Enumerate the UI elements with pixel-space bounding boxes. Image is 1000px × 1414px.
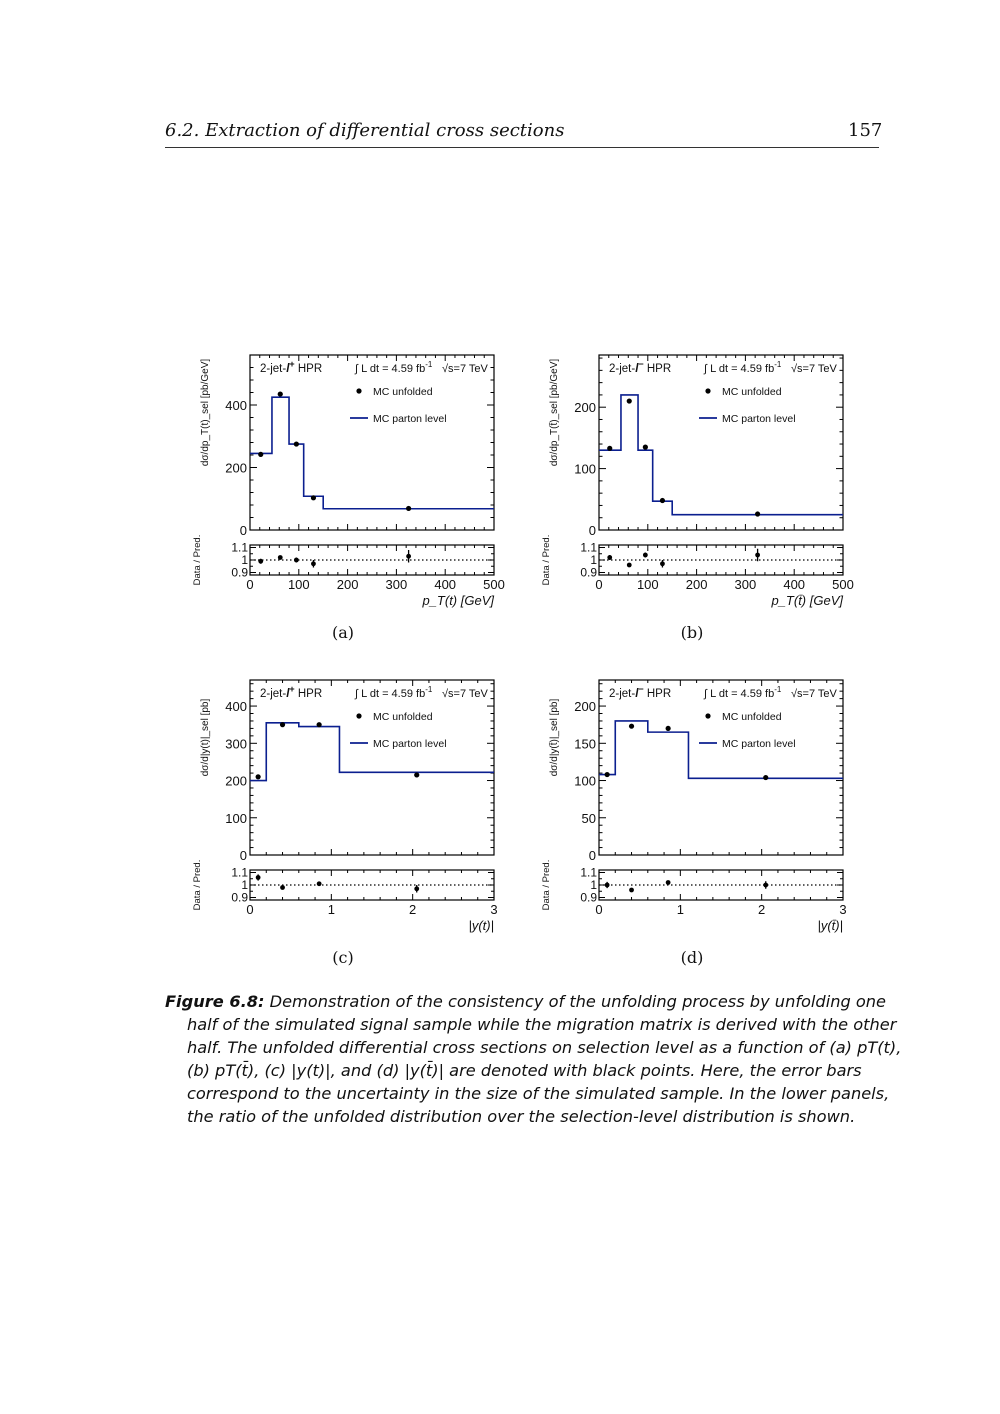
energy-label: √s=7 TeV (791, 363, 837, 375)
mc-unfolded-point (256, 774, 261, 779)
page-number: 157 (848, 120, 883, 141)
channel-charge: + (289, 684, 295, 694)
energy-label: √s=7 TeV (791, 688, 837, 700)
channel-suffix: HPR (294, 363, 323, 375)
y-tick-label: 0 (239, 848, 247, 863)
legend-unfolded-label: MC unfolded (373, 386, 433, 398)
panel-content (541, 355, 854, 608)
luminosity-exponent: -1 (425, 360, 433, 369)
x-tick-label: 100 (636, 577, 659, 592)
luminosity-text: ∫ L dt = 4.59 fb (355, 688, 426, 700)
x-axis-label: p_T(t̄) [GeV] (771, 593, 843, 608)
mc-unfolded-point (629, 724, 634, 729)
mc-unfolded-point (605, 772, 610, 777)
caption-label: Figure 6.8: (165, 992, 265, 1011)
x-tick-label: 0 (246, 577, 254, 592)
x-tick-label: 400 (434, 577, 457, 592)
ratio-tick-label: 0.9 (231, 565, 248, 580)
panel-b (529, 350, 869, 620)
ratio-point (280, 885, 285, 890)
mc-unfolded-point (660, 498, 665, 503)
ratio-tick-label: 1 (590, 878, 597, 892)
channel-label (609, 684, 671, 700)
legend-unfolded-marker (705, 713, 710, 718)
ratio-tick-label: 1 (590, 553, 597, 567)
main-plot-frame (599, 680, 843, 855)
ratio-axis-label: Data / Pred. (541, 534, 552, 586)
panel-content (192, 355, 505, 608)
y-tick-label: 100 (574, 773, 596, 789)
ratio-axis-label: Data / Pred. (541, 859, 552, 911)
ratio-point (258, 559, 263, 564)
ratio-tick-label: 0.9 (580, 565, 597, 580)
ratio-point (311, 561, 316, 566)
luminosity-label (703, 685, 782, 700)
ratio-point (627, 563, 632, 568)
mc-unfolded-point (317, 722, 322, 727)
channel-suffix: HPR (643, 688, 672, 700)
channel-prefix: 2-jet- (609, 688, 636, 700)
mc-unfolded-point (755, 511, 760, 516)
mc-unfolded-point (311, 495, 316, 500)
y-tick-label: 200 (574, 400, 596, 416)
ratio-tick-label: 0.9 (231, 890, 248, 905)
ratio-point (660, 561, 665, 566)
panel-content (541, 680, 847, 933)
channel-label (260, 359, 322, 375)
x-axis-label: |y(t̄)| (817, 918, 843, 933)
channel-label (260, 684, 322, 700)
mc-parton-level-histogram (599, 395, 843, 515)
y-tick-label: 100 (225, 810, 247, 826)
x-axis-label: |y(t)| (468, 918, 494, 933)
running-header-section: 6.2. Extraction of differential cross sections (165, 120, 565, 141)
mc-unfolded-point (258, 452, 263, 457)
legend-parton-label: MC parton level (722, 738, 796, 750)
channel-lepton: l (286, 363, 290, 375)
x-tick-label: 3 (839, 902, 847, 917)
main-plot-frame (250, 680, 494, 855)
mc-unfolded-point (406, 506, 411, 511)
panel-sublabel: (a) (331, 623, 355, 642)
ratio-point (607, 555, 612, 560)
y-tick-label: 0 (239, 523, 247, 538)
panel-sublabel: (c) (332, 948, 354, 967)
legend-unfolded-marker (356, 713, 361, 718)
x-tick-label: 0 (595, 577, 603, 592)
luminosity-text: ∫ L dt = 4.59 fb (355, 363, 426, 375)
y-tick-label: 400 (225, 398, 247, 413)
ratio-tick-label: 1.1 (580, 865, 597, 880)
y-axis-label: dσ/dp_T(t̄)_sel [pb/GeV] (549, 358, 560, 467)
energy-label: √s=7 TeV (442, 363, 488, 375)
channel-prefix: 2-jet- (260, 688, 287, 700)
legend-parton-label: MC parton level (722, 413, 796, 425)
mc-unfolded-point (280, 722, 285, 727)
header-rule (165, 147, 879, 148)
y-axis-label: dσ/d|y(t̄)|_sel [pb] (549, 698, 560, 777)
main-plot-frame (250, 355, 494, 530)
y-tick-label: 100 (574, 461, 596, 477)
ratio-point (763, 883, 768, 888)
channel-charge: − (638, 359, 644, 369)
y-tick-label: 200 (225, 460, 247, 476)
y-tick-label: 400 (225, 699, 247, 715)
channel-prefix: 2-jet- (609, 363, 636, 375)
x-tick-label: 0 (246, 902, 254, 917)
channel-lepton: l (635, 688, 639, 700)
luminosity-label (703, 360, 782, 375)
mc-unfolded-point (643, 445, 648, 450)
main-plot-frame (599, 355, 843, 530)
x-tick-label: 100 (287, 577, 310, 592)
figure-caption (165, 990, 903, 1128)
luminosity-exponent: -1 (425, 685, 433, 694)
y-axis-label: dσ/dp_T(t)_sel [pb/GeV] (200, 358, 211, 467)
mc-parton-level-histogram (599, 721, 843, 778)
y-tick-label: 0 (588, 848, 596, 863)
legend-unfolded-label: MC unfolded (722, 386, 782, 398)
x-tick-label: 200 (685, 577, 708, 592)
x-axis-label: p_T(t) [GeV] (422, 593, 494, 608)
panel-sublabel: (b) (680, 623, 704, 642)
x-tick-label: 0 (595, 902, 603, 917)
y-tick-label: 150 (574, 736, 596, 752)
channel-suffix: HPR (643, 363, 672, 375)
legend-parton-label: MC parton level (373, 413, 447, 425)
y-axis-label: dσ/d|y(t)|_sel [pb] (200, 698, 211, 777)
mc-unfolded-point (666, 726, 671, 731)
ratio-point (414, 886, 419, 891)
luminosity-label (354, 685, 433, 700)
ratio-point (755, 553, 760, 558)
mc-parton-level-histogram (250, 723, 494, 781)
y-tick-label: 200 (225, 773, 247, 789)
y-tick-label: 50 (581, 810, 596, 826)
x-tick-label: 500 (483, 577, 505, 592)
x-tick-label: 300 (734, 577, 757, 592)
mc-unfolded-point (763, 775, 768, 780)
ratio-tick-label: 1 (241, 553, 248, 567)
channel-prefix: 2-jet- (260, 363, 287, 375)
panel-c (180, 675, 520, 945)
x-tick-label: 2 (758, 902, 766, 917)
luminosity-exponent: -1 (774, 685, 782, 694)
legend-parton-label: MC parton level (373, 738, 447, 750)
x-tick-label: 2 (409, 902, 417, 917)
ratio-point (605, 883, 610, 888)
legend-unfolded-label: MC unfolded (373, 711, 433, 723)
channel-charge: + (289, 359, 295, 369)
ratio-point (278, 555, 283, 560)
ratio-point (294, 558, 299, 563)
ratio-tick-label: 0.9 (580, 890, 597, 905)
channel-lepton: l (635, 363, 639, 375)
panel-sublabel: (d) (680, 948, 704, 967)
panel-d (529, 675, 869, 945)
mc-unfolded-point (607, 446, 612, 451)
x-tick-label: 500 (832, 577, 854, 592)
mc-unfolded-point (414, 772, 419, 777)
mc-unfolded-point (278, 391, 283, 396)
ratio-point (629, 888, 634, 893)
x-tick-label: 200 (336, 577, 359, 592)
y-tick-label: 0 (588, 523, 596, 538)
luminosity-exponent: -1 (774, 360, 782, 369)
legend-unfolded-marker (705, 388, 710, 393)
y-tick-label: 300 (225, 736, 247, 752)
mc-unfolded-point (294, 441, 299, 446)
luminosity-text: ∫ L dt = 4.59 fb (704, 363, 775, 375)
ratio-tick-label: 1 (241, 878, 248, 892)
x-tick-label: 1 (676, 902, 684, 917)
ratio-point (317, 881, 322, 886)
x-tick-label: 1 (327, 902, 335, 917)
x-tick-label: 400 (783, 577, 806, 592)
y-tick-label: 200 (574, 699, 596, 715)
ratio-point (643, 553, 648, 558)
ratio-tick-label: 1.1 (231, 865, 248, 880)
legend-unfolded-label: MC unfolded (722, 711, 782, 723)
ratio-point (256, 875, 261, 880)
panel-a (180, 350, 520, 620)
channel-charge: − (638, 684, 644, 694)
ratio-axis-label: Data / Pred. (192, 534, 203, 586)
luminosity-label (354, 360, 433, 375)
channel-suffix: HPR (294, 688, 323, 700)
ratio-tick-label: 1.1 (231, 540, 248, 555)
ratio-point (666, 880, 671, 885)
energy-label: √s=7 TeV (442, 688, 488, 700)
channel-label (609, 359, 671, 375)
ratio-axis-label: Data / Pred. (192, 859, 203, 911)
caption-text: Demonstration of the consistency of the unfolding process by unfolding one half of the simulated signal sample while the migration matrix is derived with the other half. The unfolded differential cross sections on selection level as a function of (a) pT(t), (b) pT(t̄), (c) |y(t)|, and (d) |y(t̄)| are denoted with black points. Here, the error bars correspond to the uncertainty in the size of the simulated sample. In the lower panels, the ratio of the unfolded distribution over the selection-level distribution is shown. (187, 992, 902, 1126)
legend-unfolded-marker (356, 388, 361, 393)
ratio-point (406, 554, 411, 559)
x-tick-label: 300 (385, 577, 408, 592)
panel-content (192, 680, 498, 933)
x-tick-label: 3 (490, 902, 498, 917)
luminosity-text: ∫ L dt = 4.59 fb (704, 688, 775, 700)
mc-parton-level-histogram (250, 397, 494, 509)
ratio-tick-label: 1.1 (580, 540, 597, 555)
channel-lepton: l (286, 688, 290, 700)
mc-unfolded-point (627, 398, 632, 403)
